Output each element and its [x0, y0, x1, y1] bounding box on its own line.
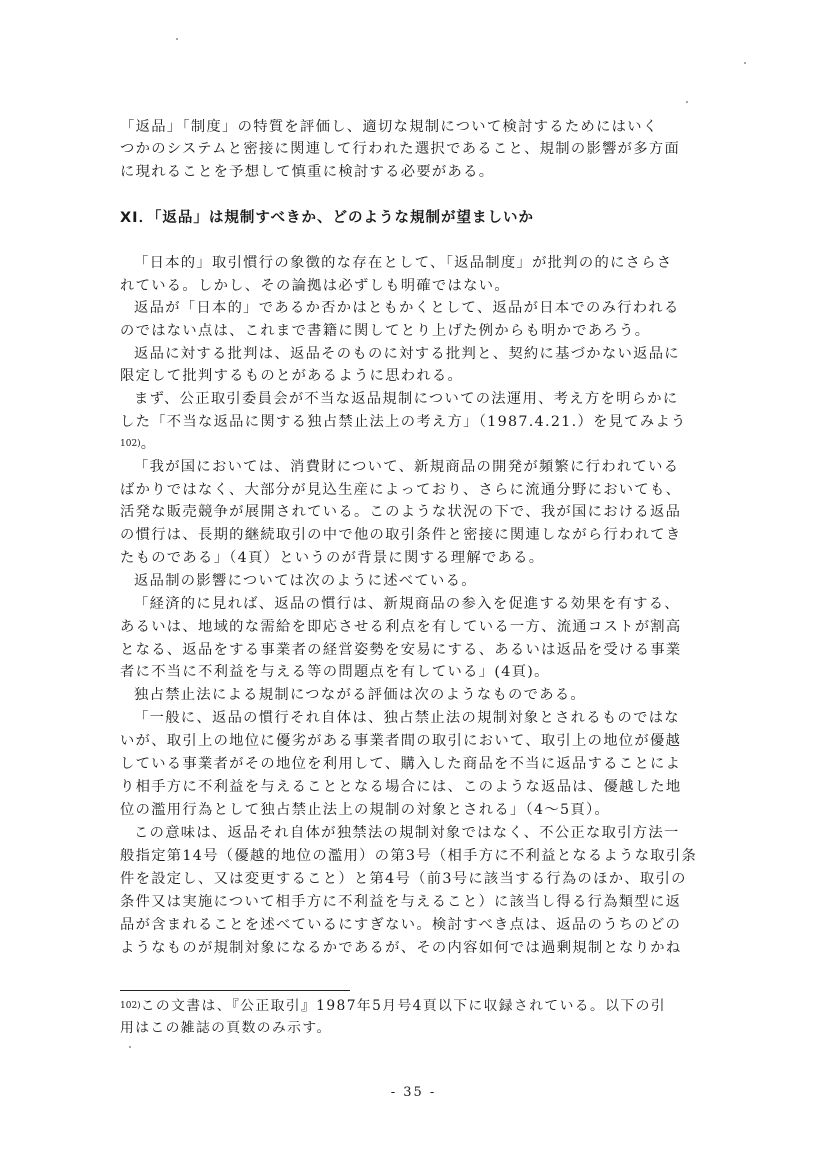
body-line: となる、返品をする事業者の経営姿勢を安易にする、あるいは返品を受ける事業 — [120, 642, 682, 658]
body-line: 条件又は実施について相手方に不利益を与えること）に該当し得る行為類型に返 — [120, 894, 682, 910]
body-line: 「一般に、返品の慣行それ自体は、独占禁止法の規制対象とされるものではな — [134, 710, 680, 726]
body-line: 独占禁止法による規制につながる評価は次のようなものである。 — [134, 687, 587, 703]
body-line: ばかりではなく、大部分が見込生産によっており、さらに流通分野においても、 — [120, 482, 682, 498]
footnote-reference: 102) — [120, 439, 141, 449]
footnote-number: 102) — [120, 1001, 141, 1011]
body-line: した「不当な返品に関する独占禁止法上の考え方」（1987.4.21.）を見てみよう — [120, 414, 687, 430]
intro-line: つかのシステムと密接に関連して行われた選択であること、規制の影響が多方面 — [120, 141, 681, 157]
footnote-text: この文書は、『公正取引』1987年5月号4頁以下に収録されている。以下の引 — [140, 998, 666, 1014]
body-line: あるいは、地域的な需給を即応させる利点を有している一方、流通コストが割高 — [120, 619, 682, 635]
body-line: の慣行は、長期的継続取引の中で他の取引条件と密接に関連しながら行われてき — [120, 527, 682, 543]
body-line: たものである」（4頁）というのが背景に関する理解である。 — [120, 550, 545, 566]
body-line: り相手方に不利益を与えることとなる場合には、このような返品は、優越した地 — [120, 779, 682, 795]
body-line: この意味は、返品それ自体が独禁法の規制対象ではなく、不公正な取引方法一 — [134, 825, 680, 841]
body-line: 返品制の影響については次のように述べている。 — [134, 573, 477, 589]
body-line: 者に不当に不利益を与える等の問題点を有している」(4頁)。 — [120, 664, 550, 680]
body-line: ようなものが規制対象になるかであるが、その内容如何では過剰規制となりかね — [120, 940, 682, 956]
body-line: 活発な販売競争が展開されている。このような状況の下で、我が国における返品 — [120, 504, 682, 520]
body-line: れている。しかし、その論拠は必ずしも明確ではない。 — [120, 278, 510, 294]
scan-speck — [129, 1046, 131, 1048]
page-number: - 35 - — [390, 1085, 437, 1100]
footnote-line — [120, 996, 720, 1016]
body-line: 返品に対する批判は、返品そのものに対する批判と、契約に基づかない返品に — [134, 346, 680, 362]
footnote-divider — [120, 990, 350, 991]
body-line: 限定して批判するものとがあるように思われる。 — [120, 368, 464, 384]
body-line: している事業者がその地位を利用して、購入した商品を不当に返品することによ — [120, 756, 682, 772]
scan-speck — [686, 101, 688, 103]
body-line: 般指定第14号（優越的地位の濫用）の第3号（相手方に不利益となるような取引条 — [120, 848, 698, 864]
body-line: 件を設定し、又は変更すること）と第4号（前3号に該当する行為のほか、取引の — [120, 871, 687, 887]
body-line: 返品が「日本的」であるか否かはともかくとして、返品が日本でのみ行われる — [134, 300, 680, 316]
section-heading: XI．「返品」は規制すべきか、どのような規制が望ましいか — [120, 210, 535, 226]
body-line: 品が含まれることを述べているにすぎない。検討すべき点は、返品のうちのどの — [120, 917, 682, 933]
footnote-line: 用はこの雑誌の頁数のみ示す。 — [120, 1020, 332, 1036]
scan-speck — [744, 62, 746, 64]
body-line: 「日本的」取引慣行の象徴的な存在として、「返品制度」が批判の的にさらさ — [134, 255, 673, 271]
body-line: のではない点は、これまで書籍に関してとり上げた例からも明かであろう。 — [120, 323, 651, 339]
body-line-end: 。 — [140, 436, 157, 452]
body-line: 位の濫用行為として独占禁止法上の規制の対象とされる」（4～5頁）。 — [120, 802, 610, 818]
body-line: 「我が国においては、消費財について、新規商品の開発が頻繁に行われている — [134, 459, 680, 475]
intro-line: に現れることを予想して慎重に検討する必要がある。 — [120, 164, 495, 180]
body-line: 「経済的に見れば、返品の慣行は、新規商品の参入を促進する効果を有する、 — [134, 596, 680, 612]
body-line: いが、取引上の地位に優劣がある事業者間の取引において、取引上の地位が優越 — [120, 733, 682, 749]
intro-line: 「返品」「制度」の特質を評価し、適切な規制について検討するためにはいく — [120, 119, 659, 135]
scan-speck — [176, 38, 178, 40]
body-line — [120, 434, 715, 454]
body-line: まず、公正取引委員会が不当な返品規制についての法運用、考え方を明らかに — [134, 391, 679, 407]
